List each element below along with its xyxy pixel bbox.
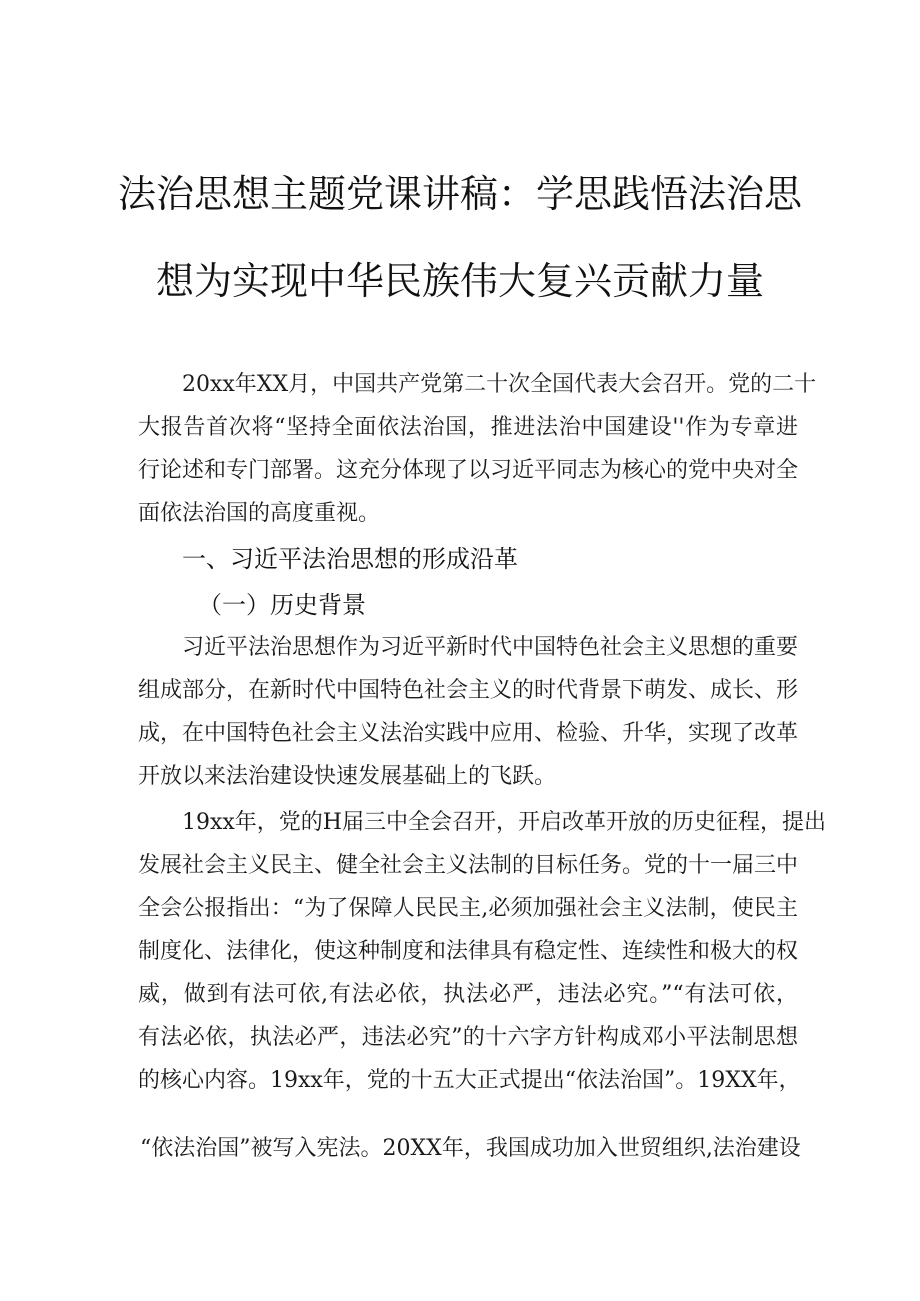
paragraph-3-line: 发展社会主义民主、健全社会主义法制的目标任务。党的十一届三中 — [138, 853, 799, 878]
subsection-heading: （一）历史背景 — [198, 591, 366, 619]
paragraph-4-line: “依法治国”被写入宪法。20XX年，我国成功加入世贸组织,法治建设 — [140, 1136, 801, 1161]
paragraph-1-line: 20xx年XX月，中国共产党第二十次全国代表大会召开。党的二十 — [182, 372, 817, 397]
paragraph-2-line: 习近平法治思想作为习近平新时代中国特色社会主义思想的重要 — [182, 635, 799, 660]
paragraph-1-line: 行论述和专门部署。这充分体现了以习近平同志为核心的党中央对全 — [138, 458, 799, 483]
paragraph-2-line: 成，在中国特色社会主义法治实践中应用、检验、升华，实现了改革 — [138, 721, 799, 746]
document-title-line-2: 想为实现中华民族伟大复兴贡献力量 — [155, 259, 764, 303]
paragraph-1-line: 面依法治国的高度重视。 — [138, 501, 381, 526]
section-heading: 一、习近平法治思想的形成沿革 — [182, 545, 518, 573]
paragraph-2-line: 组成部分，在新时代中国特色社会主义的时代背景下萌发、成长、形 — [138, 678, 799, 703]
paragraph-3-line: 19xx年，党的H届三中全会召开，开启改革开放的历史征程，提出 — [182, 810, 826, 835]
paragraph-3-line: 的核心内容。19xx年，党的十五大正式提出“依法治国”。19XX年， — [138, 1068, 801, 1093]
paragraph-3-line: 制度化、法律化，使这种制度和法律具有稳定性、连续性和极大的权 — [138, 939, 799, 964]
paragraph-3-line: 威，做到有法可依,有法必依，执法必严，违法必究。”“有法可依， — [138, 982, 798, 1007]
document-title-line-1: 法治思想主题党课讲稿：学思践悟法治思 — [117, 172, 802, 216]
paragraph-3-line: 有法必依，执法必严，违法必究”的十六字方针构成邓小平法制思想 — [138, 1025, 798, 1050]
paragraph-2-line: 开放以来法治建设快速发展基础上的飞跃。 — [138, 764, 557, 789]
paragraph-1-line: 大报告首次将“坚持全面依法治国，推进法治中国建设''作为专章进 — [138, 415, 798, 440]
paragraph-3-line: 全会公报指出：“为了保障人民民主,必须加强社会主义法制，使民主 — [138, 896, 798, 921]
